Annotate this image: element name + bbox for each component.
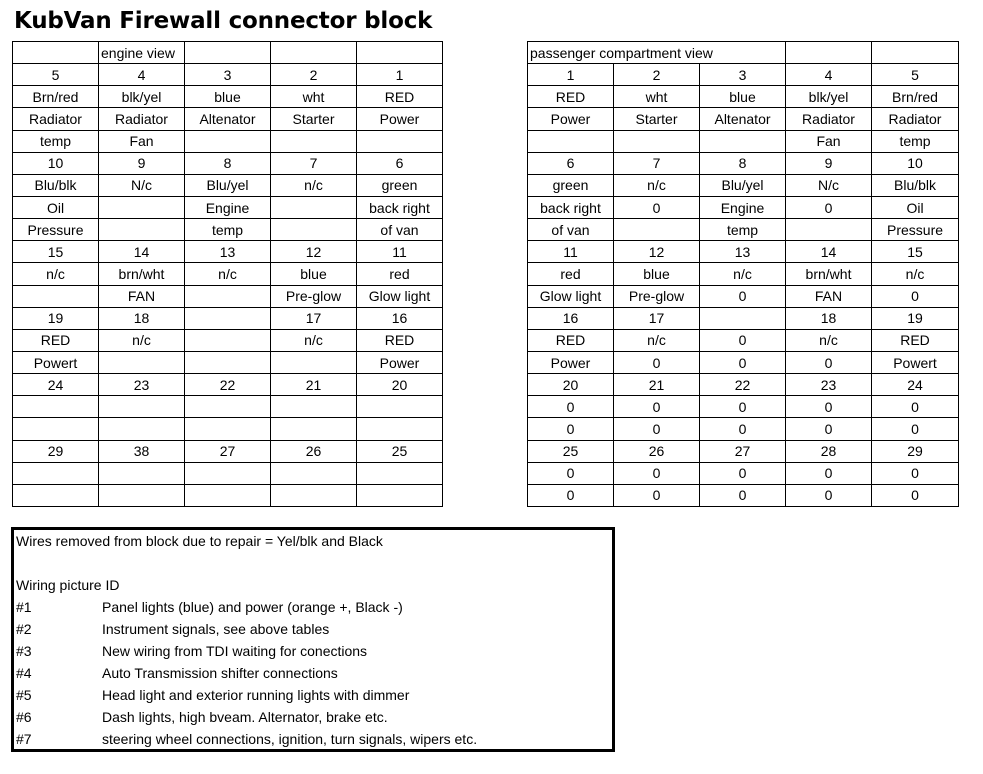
table-cell: 16 [357,307,443,329]
table-cell: blk/yel [99,86,185,108]
table-row [528,108,959,130]
table-cell: FAN [786,285,872,307]
table-row [528,219,959,241]
table-cell [700,130,786,152]
table-cell: RED [357,329,443,351]
table-cell: 13 [185,241,271,263]
table-row [13,152,443,174]
table-cell: 17 [614,307,700,329]
table-cell [614,219,700,241]
table-cell: temp [185,219,271,241]
table-row [528,462,959,484]
table-cell: n/c [786,329,872,351]
table-row [13,351,443,373]
wiring-picture-description: steering wheel connections, ignition, turn signals, wipers etc. [102,731,478,747]
table-cell: 0 [700,285,786,307]
table-cell: Power [528,108,614,130]
table-cell: Power [357,108,443,130]
table-cell: blue [271,263,357,285]
table-cell: 0 [700,484,786,506]
table-row [13,174,443,196]
table-row [13,418,443,440]
table-cell: 0 [872,462,959,484]
table-cell: Pre-glow [614,285,700,307]
table-cell [271,396,357,418]
table-cell [99,462,185,484]
table-cell: Altenator [185,108,271,130]
table-cell: blk/yel [786,86,872,108]
removed-wires-note: Wires removed from block due to repair = Yel/blk and Black [16,533,383,549]
wiring-picture-description: New wiring from TDI waiting for conections [102,643,368,659]
table-cell [271,130,357,152]
table-cell: 0 [700,351,786,373]
table-cell: 19 [13,307,99,329]
table-cell: of van [357,219,443,241]
table-cell: 5 [13,64,99,86]
table-cell: n/c [872,263,959,285]
table-cell: 0 [614,484,700,506]
table-cell: 5 [872,64,959,86]
table-cell: 0 [614,196,700,218]
table-cell: 28 [786,440,872,462]
table-cell: 0 [614,351,700,373]
table-cell: 26 [614,440,700,462]
table-cell: 0 [700,462,786,484]
table-row [13,396,443,418]
table-cell: n/c [185,263,271,285]
table-cell: Fan [99,130,185,152]
wiring-picture-id: #4 [16,665,32,681]
wiring-picture-id: #5 [16,687,32,703]
wiring-picture-id: #2 [16,621,32,637]
table-cell: 15 [13,241,99,263]
table-cell: 22 [700,374,786,396]
table-cell: back right [528,196,614,218]
table-cell [185,484,271,506]
table-cell: Power [528,351,614,373]
table-cell [13,418,99,440]
table-cell: 25 [528,440,614,462]
table-cell: Radiator [99,108,185,130]
wiring-picture-id: #6 [16,709,32,725]
table-row [528,351,959,373]
table-cell: n/c [614,174,700,196]
table-cell: Radiator [872,108,959,130]
table-cell [357,462,443,484]
table-header-cell [786,42,872,64]
table-cell: blue [700,86,786,108]
table-cell: 2 [614,64,700,86]
table-cell [185,462,271,484]
table-cell [185,307,271,329]
table-cell: 0 [700,396,786,418]
table-cell: 17 [271,307,357,329]
table-cell: N/c [99,174,185,196]
table-row [528,86,959,108]
table-cell: blue [614,263,700,285]
table-cell: Power [357,351,443,373]
table-cell: Blu/blk [13,174,99,196]
table-row [528,484,959,506]
table-cell: Powert [872,351,959,373]
table-row [13,64,443,86]
table-cell: 0 [614,418,700,440]
table-cell [271,418,357,440]
table-cell: 7 [614,152,700,174]
table-cell: Fan [786,130,872,152]
table-cell [185,418,271,440]
table-cell: 13 [700,241,786,263]
table-cell: Blu/yel [185,174,271,196]
table-cell: 1 [357,64,443,86]
table-cell [185,130,271,152]
table-cell [185,285,271,307]
table-cell [271,196,357,218]
table-row [528,440,959,462]
table-cell [99,196,185,218]
table-cell: 21 [614,374,700,396]
table-cell: 0 [872,396,959,418]
table-cell [99,219,185,241]
table-row [13,130,443,152]
table-row [13,285,443,307]
table-cell [185,396,271,418]
table-cell: Blu/blk [872,174,959,196]
table-cell: 2 [271,64,357,86]
table-cell: 0 [528,462,614,484]
table-cell: 12 [271,241,357,263]
table-cell: Engine [185,196,271,218]
wiring-picture-description: Head light and exterior running lights with dimmer [102,687,410,703]
table-header-row [13,42,443,64]
table-cell [700,307,786,329]
table-cell: Pre-glow [271,285,357,307]
table-cell: 0 [786,462,872,484]
table-cell: 12 [614,241,700,263]
table-cell: 0 [786,396,872,418]
table-cell: Glow light [528,285,614,307]
table-cell [786,219,872,241]
table-header-cell [185,42,271,64]
table-cell: Starter [614,108,700,130]
table-cell: n/c [271,329,357,351]
table-cell: Pressure [872,219,959,241]
table-cell: red [528,263,614,285]
table-cell: RED [528,329,614,351]
table-cell: 23 [786,374,872,396]
passenger-compartment-view-table [527,41,959,507]
table-cell: 8 [185,152,271,174]
table-cell: n/c [13,263,99,285]
table-cell: wht [271,86,357,108]
table-cell: 3 [185,64,271,86]
table-cell: 0 [786,351,872,373]
table-cell: 23 [99,374,185,396]
table-cell [271,484,357,506]
table-cell [357,396,443,418]
table-cell: 14 [99,241,185,263]
table-cell: 4 [786,64,872,86]
table-cell: n/c [700,263,786,285]
table-cell [271,462,357,484]
table-header-cell [13,42,99,64]
table-cell [357,130,443,152]
table-cell: Brn/red [13,86,99,108]
table-cell: 0 [614,462,700,484]
table-cell: Brn/red [872,86,959,108]
table-cell: 18 [786,307,872,329]
table-cell: Radiator [13,108,99,130]
table-cell: 9 [99,152,185,174]
table-cell: back right [357,196,443,218]
table-cell: 7 [271,152,357,174]
table-row [528,263,959,285]
table-cell: 0 [786,484,872,506]
table-cell: 29 [13,440,99,462]
table-row [528,307,959,329]
table-cell: n/c [99,329,185,351]
table-cell: 0 [700,329,786,351]
table-row [528,130,959,152]
table-cell: Oil [872,196,959,218]
table-cell: RED [528,86,614,108]
wiring-picture-id: #3 [16,643,32,659]
table-row [13,329,443,351]
table-cell: n/c [271,174,357,196]
table-row [13,307,443,329]
table-cell: 0 [786,418,872,440]
table-cell [13,484,99,506]
table-cell: 19 [872,307,959,329]
table-cell: 0 [872,484,959,506]
table-cell: Altenator [700,108,786,130]
table-cell: 10 [872,152,959,174]
table-row [528,174,959,196]
page-title: KubVan Firewall connector block [14,8,433,34]
table-cell: 6 [357,152,443,174]
table-row [13,440,443,462]
table-cell: 16 [528,307,614,329]
table-cell: Engine [700,196,786,218]
table-row [528,418,959,440]
table-cell [271,219,357,241]
table-row [528,152,959,174]
table-cell: 27 [700,440,786,462]
table-cell: 6 [528,152,614,174]
table-row [528,374,959,396]
table-row [13,241,443,263]
table-cell: red [357,263,443,285]
table-row [13,484,443,506]
notes-box [11,527,615,752]
table-cell: 26 [271,440,357,462]
table-cell: 20 [528,374,614,396]
table-cell: 8 [700,152,786,174]
table-cell: Starter [271,108,357,130]
table-cell: temp [13,130,99,152]
table-cell [99,484,185,506]
table-cell [185,351,271,373]
engine-view-table [12,41,443,507]
table-cell [614,130,700,152]
table-cell: 0 [528,484,614,506]
table-cell: 14 [786,241,872,263]
table-header-cell [357,42,443,64]
table-cell [271,351,357,373]
table-cell: Powert [13,351,99,373]
table-cell: 25 [357,440,443,462]
table-cell [99,396,185,418]
table-cell: Glow light [357,285,443,307]
table-cell: 0 [872,285,959,307]
table-cell: RED [872,329,959,351]
table-cell: Blu/yel [700,174,786,196]
table-cell: temp [872,130,959,152]
table-cell: 10 [13,152,99,174]
wiring-picture-id: #1 [16,599,32,615]
table-cell: 18 [99,307,185,329]
table-cell: 1 [528,64,614,86]
table-header-cell: passenger compartment view [528,42,786,64]
table-cell: 11 [357,241,443,263]
wiring-picture-description: Panel lights (blue) and power (orange +, Black -) [102,599,403,615]
table-cell [99,351,185,373]
table-row [13,219,443,241]
table-row [528,64,959,86]
table-header-row [528,42,959,64]
table-cell: brn/wht [99,263,185,285]
table-cell [13,462,99,484]
table-cell: 27 [185,440,271,462]
wiring-picture-id: #7 [16,731,32,747]
table-header-cell [872,42,959,64]
table-cell: blue [185,86,271,108]
table-row [528,396,959,418]
table-row [13,86,443,108]
table-cell: Pressure [13,219,99,241]
table-header-cell [271,42,357,64]
table-cell: RED [357,86,443,108]
table-cell: 0 [786,196,872,218]
table-header-cell: engine view [99,42,185,64]
table-cell: 0 [614,396,700,418]
table-row [13,374,443,396]
table-cell: n/c [614,329,700,351]
table-cell: Radiator [786,108,872,130]
table-cell: 29 [872,440,959,462]
table-cell: wht [614,86,700,108]
table-cell [99,418,185,440]
table-cell: temp [700,219,786,241]
table-cell: 38 [99,440,185,462]
table-cell: N/c [786,174,872,196]
table-cell [357,484,443,506]
table-cell [185,329,271,351]
wiring-picture-description: Instrument signals, see above tables [102,621,330,637]
table-cell: Oil [13,196,99,218]
table-cell: 24 [13,374,99,396]
table-cell: 24 [872,374,959,396]
table-row [13,108,443,130]
table-cell: 3 [700,64,786,86]
table-cell [357,418,443,440]
table-row [528,285,959,307]
table-cell: 0 [872,418,959,440]
table-cell: green [357,174,443,196]
table-cell: brn/wht [786,263,872,285]
wiring-picture-heading: Wiring picture ID [16,577,120,593]
table-cell: green [528,174,614,196]
table-cell: 11 [528,241,614,263]
table-row [528,196,959,218]
table-cell: 0 [700,418,786,440]
table-cell: 0 [528,396,614,418]
table-cell: 20 [357,374,443,396]
table-cell [13,285,99,307]
table-cell: 22 [185,374,271,396]
table-cell [13,396,99,418]
table-cell: 0 [528,418,614,440]
table-cell: FAN [99,285,185,307]
table-cell: 15 [872,241,959,263]
wiring-picture-description: Dash lights, high bveam. Alternator, brake etc. [102,709,388,725]
table-row [13,263,443,285]
table-cell: 21 [271,374,357,396]
table-row [13,462,443,484]
table-cell: 4 [99,64,185,86]
wiring-picture-description: Auto Transmission shifter connections [102,665,338,681]
table-cell: of van [528,219,614,241]
table-cell [528,130,614,152]
table-row [13,196,443,218]
table-cell: 9 [786,152,872,174]
table-cell: RED [13,329,99,351]
table-row [528,329,959,351]
table-row [528,241,959,263]
